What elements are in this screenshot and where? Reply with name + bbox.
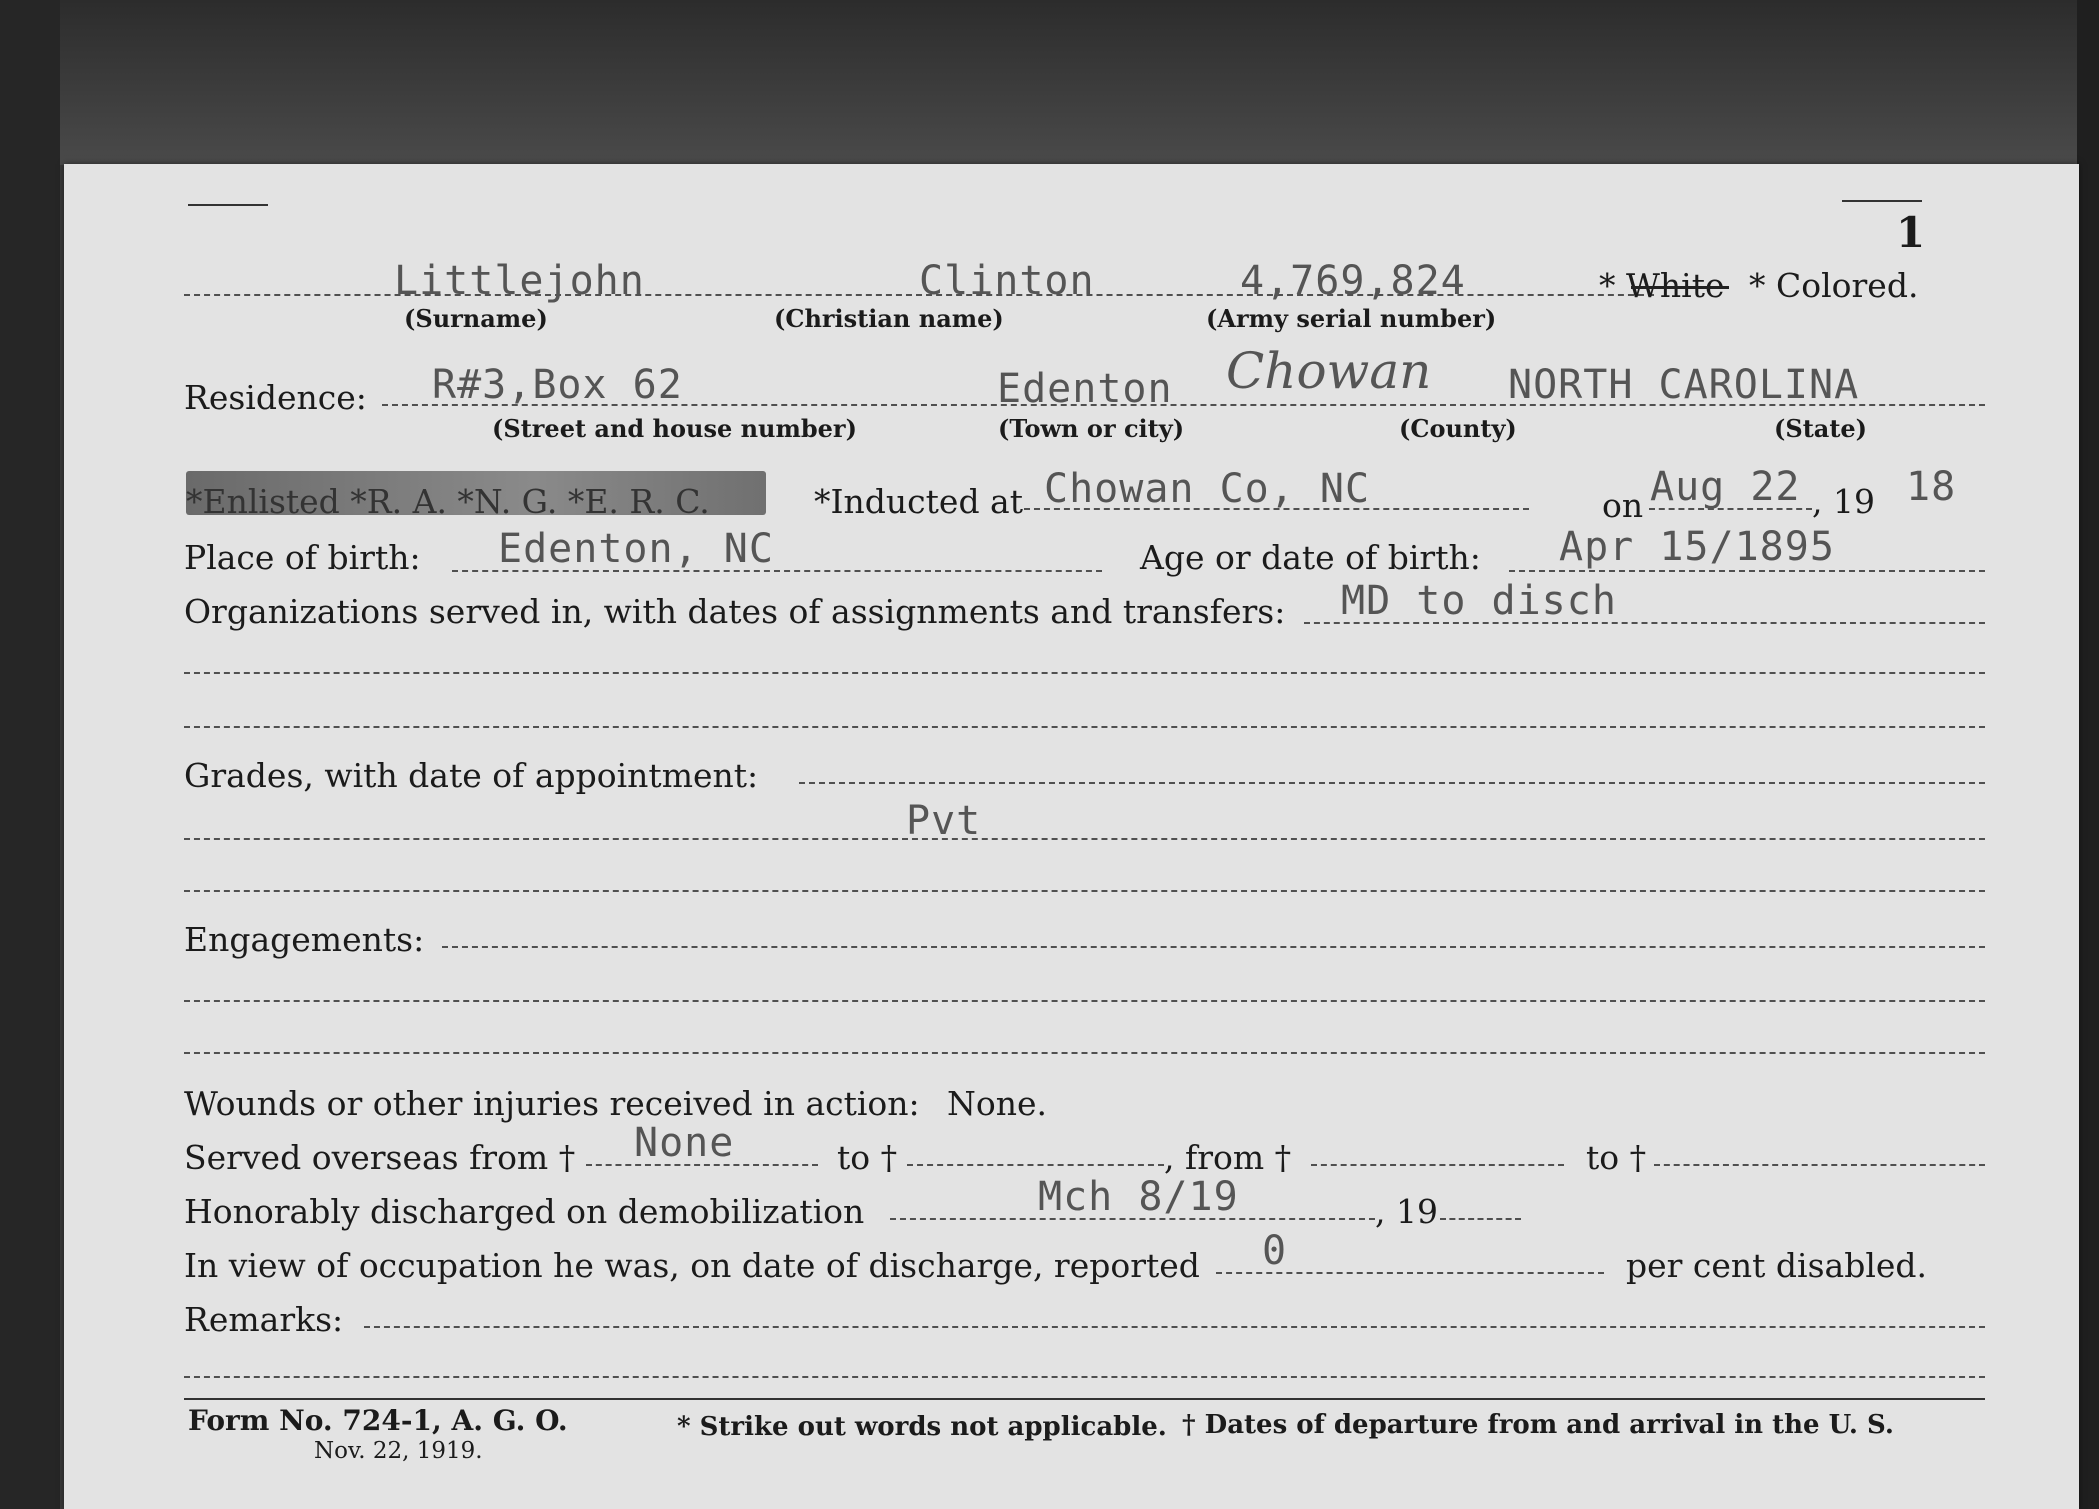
colored-label: * Colored. xyxy=(1749,266,1919,305)
top-right-rule xyxy=(1842,200,1922,202)
grades-value: Pvt xyxy=(906,798,982,844)
place-of-birth-label: Place of birth: xyxy=(184,538,421,577)
birth-date-value: Apr 15/1895 xyxy=(1559,524,1835,570)
engagements-line-3 xyxy=(184,1052,1985,1054)
surname-caption: (Surname) xyxy=(404,304,548,333)
grades-line-2 xyxy=(184,838,1985,840)
background-left xyxy=(0,0,60,1509)
overseas-from-label: Served overseas from † xyxy=(184,1138,576,1177)
street-caption: (Street and house number) xyxy=(492,414,857,443)
engagements-line-2 xyxy=(184,1000,1985,1002)
year-prefix: , 19 xyxy=(1812,482,1875,521)
white-label: * White xyxy=(1599,266,1725,305)
overseas-to-label: to † xyxy=(837,1138,898,1177)
dates-note: † Dates of departure from and arrival in the U. S. xyxy=(1182,1410,1894,1440)
background-top xyxy=(0,0,2099,165)
discharge-label: Honorably discharged on demobilization xyxy=(184,1192,865,1231)
wounds-value: None. xyxy=(947,1084,1048,1123)
overseas-to-line xyxy=(907,1164,1164,1166)
grades-line-1 xyxy=(799,782,1985,784)
disability-suffix: per cent disabled. xyxy=(1626,1246,1928,1285)
christian-name-caption: (Christian name) xyxy=(774,304,1004,333)
organizations-line-2 xyxy=(184,672,1985,674)
year-suffix: 18 xyxy=(1906,464,1957,510)
birth-date-line xyxy=(1509,570,1985,572)
serial-number-caption: (Army serial number) xyxy=(1206,304,1497,333)
inducted-place-value: Chowan Co, NC xyxy=(1044,466,1371,512)
disability-value: 0 xyxy=(1262,1228,1288,1274)
remarks-label: Remarks: xyxy=(184,1300,344,1339)
grades-line-3 xyxy=(184,890,1985,892)
disability-label: In view of occupation he was, on date of discharge, reported xyxy=(184,1246,1200,1285)
discharge-year-line xyxy=(1440,1218,1521,1220)
age-label: Age or date of birth: xyxy=(1140,538,1481,577)
engagements-label: Engagements: xyxy=(184,920,425,959)
surname-value: Littlejohn xyxy=(394,258,645,304)
organizations-value: MD to disch xyxy=(1341,578,1617,624)
card-number: 1 xyxy=(1896,208,1926,257)
induction-date-value: Aug 22 xyxy=(1650,464,1801,510)
organizations-label: Organizations served in, with dates of assignments and transfers: xyxy=(184,592,1286,631)
town-value: Edenton xyxy=(997,366,1173,412)
grades-label: Grades, with date of appointment: xyxy=(184,756,759,795)
wounds-label: Wounds or other injuries received in action: xyxy=(184,1084,920,1123)
place-of-birth-value: Edenton, NC xyxy=(498,526,774,572)
enlisted-label: *Enlisted *R. A. *N. G. *E. R. C. xyxy=(186,482,710,521)
discharge-date-value: Mch 8/19 xyxy=(1038,1174,1239,1220)
residence-label: Residence: xyxy=(184,378,367,417)
overseas-from2-line xyxy=(1311,1164,1564,1166)
state-value: NORTH CAROLINA xyxy=(1508,362,1860,408)
form-number: Form No. 724-1, A. G. O. xyxy=(188,1404,568,1437)
top-left-rule xyxy=(188,204,268,206)
strike-note: * Strike out words not applicable. xyxy=(677,1412,1167,1442)
county-value: Chowan xyxy=(1226,342,1432,400)
service-record-card xyxy=(64,164,2079,1509)
overseas-from-value: None xyxy=(634,1120,735,1166)
remarks-line-2 xyxy=(184,1376,1985,1378)
engagements-line-1 xyxy=(442,946,1985,948)
on-label: on xyxy=(1602,486,1644,525)
inducted-label: *Inducted at xyxy=(814,482,1023,521)
organizations-line-3 xyxy=(184,726,1985,728)
discharge-year-label: , 19 xyxy=(1375,1192,1438,1231)
county-caption: (County) xyxy=(1399,414,1517,443)
footer-rule xyxy=(184,1398,1985,1400)
overseas-to2-line xyxy=(1654,1164,1985,1166)
serial-number-value: 4,769,824 xyxy=(1240,258,1466,304)
remarks-line-1 xyxy=(364,1326,1985,1328)
street-value: R#3,Box 62 xyxy=(432,362,683,408)
overseas-from2-label: , from † xyxy=(1164,1138,1292,1177)
background-right xyxy=(2077,0,2099,1509)
overseas-to2-label: to † xyxy=(1586,1138,1647,1177)
form-date: Nov. 22, 1919. xyxy=(314,1438,483,1464)
christian-name-value: Clinton xyxy=(919,258,1095,304)
white-strike xyxy=(1631,286,1729,289)
town-caption: (Town or city) xyxy=(998,414,1185,443)
state-caption: (State) xyxy=(1774,414,1868,443)
